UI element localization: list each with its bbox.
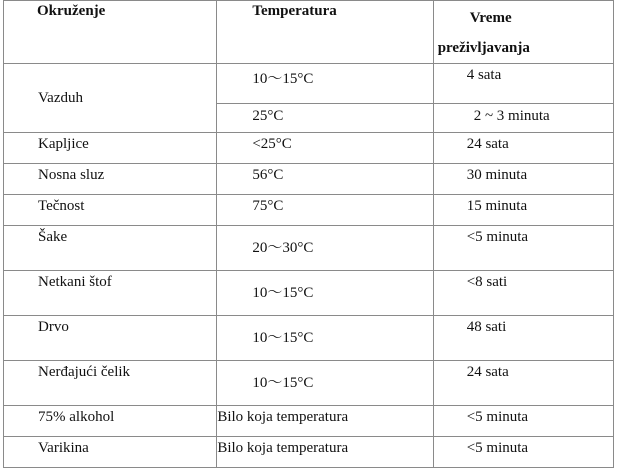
- table-row: [4, 133, 614, 164]
- cell-temperature: Bilo koja temperatura: [217, 406, 433, 437]
- cell-environment: Drvo: [4, 316, 217, 361]
- cell-temperature: 10〜15°C: [217, 361, 433, 406]
- cell-temperature: 10〜15°C: [217, 316, 433, 361]
- cell-temperature: 10〜15°C: [217, 64, 433, 104]
- header-survival-time-line2: preživljavanja: [437, 40, 530, 56]
- table-row: [4, 226, 614, 271]
- cell-survival-time: 30 minuta: [433, 164, 613, 195]
- cell-temperature: 75°C: [217, 195, 433, 226]
- cell-environment: Netkani štof: [4, 271, 217, 316]
- cell-environment: Tečnost: [4, 195, 217, 226]
- cell-survival-time: <8 sati: [433, 271, 613, 316]
- table-row: [4, 406, 614, 437]
- header-survival-time-line1: Vreme: [469, 10, 512, 26]
- header-row: [4, 1, 614, 64]
- table-row: [4, 164, 614, 195]
- cell-survival-time: 24 sata: [433, 361, 613, 406]
- table-row: [4, 271, 614, 316]
- header-survival-time: [433, 1, 613, 64]
- table-row: [4, 195, 614, 226]
- header-temperature: Temperatura: [217, 1, 433, 64]
- cell-temperature: 10〜15°C: [217, 271, 433, 316]
- cell-temperature: 25°C: [217, 104, 433, 133]
- table-row: [4, 64, 614, 104]
- table-row: [4, 316, 614, 361]
- header-environment: Okruženje: [4, 1, 217, 64]
- cell-environment: Šake: [4, 226, 217, 271]
- cell-temperature: 20〜30°C: [217, 226, 433, 271]
- table-row: [4, 361, 614, 406]
- cell-environment: Kapljice: [4, 133, 217, 164]
- cell-environment: Nosna sluz: [4, 164, 217, 195]
- cell-survival-time: 15 minuta: [433, 195, 613, 226]
- cell-survival-time: 4 sata: [433, 64, 613, 104]
- cell-survival-time: <5 minuta: [433, 437, 613, 468]
- cell-environment: Vazduh: [4, 64, 217, 133]
- cell-environment: 75% alkohol: [4, 406, 217, 437]
- cell-survival-time: 2 ~ 3 minuta: [433, 104, 613, 133]
- cell-environment: Nerđajući čelik: [4, 361, 217, 406]
- cell-survival-time: 24 sata: [433, 133, 613, 164]
- table-row: [4, 437, 614, 468]
- cell-survival-time: <5 minuta: [433, 226, 613, 271]
- cell-temperature: Bilo koja temperatura: [217, 437, 433, 468]
- cell-temperature: <25°C: [217, 133, 433, 164]
- cell-survival-time: 48 sati: [433, 316, 613, 361]
- survival-time-table: [3, 0, 614, 468]
- cell-temperature: 56°C: [217, 164, 433, 195]
- cell-survival-time: <5 minuta: [433, 406, 613, 437]
- cell-environment: Varikina: [4, 437, 217, 468]
